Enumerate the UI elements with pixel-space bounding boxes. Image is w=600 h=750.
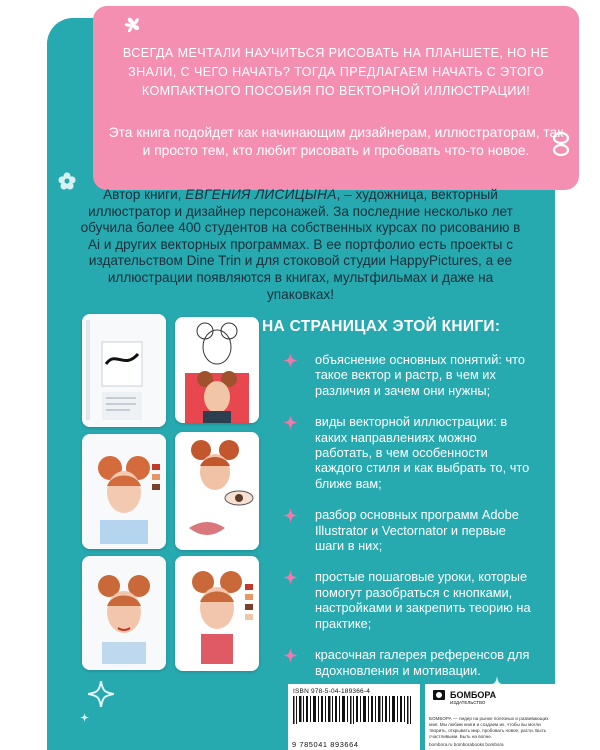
- list-item-text: разбор основных программ Adobe Illustrator и Vectornator и первые шаги в них;: [315, 507, 519, 554]
- sparkle-star-icon: [88, 681, 114, 707]
- barcode-digits: 9 785041 893664: [292, 740, 359, 749]
- publisher-legal: БОМБОРА — лидер на рынке полезных и развивающих книг. Мы любим книги и создаем их, чтобы вы могли творить, открывать мир, пробовать новое, расти. Быть счастливыми. Быть на волне.: [429, 716, 549, 739]
- diamond-bullet-icon: [283, 353, 298, 368]
- intro-box: [93, 6, 579, 190]
- publisher-social: bombora.ru bomborabooks bombora: [429, 742, 504, 747]
- list-item-text: виды векторной иллюстрации: в каких направлениях можно работать, в чем особенности каждого стиля и как выбрать то, что ближе вам;: [315, 414, 530, 491]
- author-text: , – художница, векторный иллюстратор и дизайнер персонажей. За последние несколько лет обучила более 400 студентов на собственных курсах по рисованию в Ai и других векторных программах. В ее портфолио есть проекты с издательством Dine Trin и для стоковой студии HappyPictures, а ее иллюстрации появляются в книгах, мультфильмах и даже на упаковках!: [80, 187, 521, 302]
- list-item: [283, 352, 533, 398]
- illustration-thumbnail: [82, 314, 166, 427]
- author-name: ЕВГЕНИЯ ЛИСИЦЫНА: [185, 187, 337, 202]
- contents-list: [283, 352, 533, 694]
- publisher-logo-icon: [431, 688, 447, 702]
- illustration-thumbnail: [175, 556, 259, 671]
- contents-title: НА СТРАНИЦАХ ЭТОЙ КНИГИ:: [262, 318, 501, 335]
- flower-petal-icon: [120, 14, 144, 36]
- author-paragraph: [78, 187, 523, 303]
- list-item: [283, 569, 533, 631]
- list-item-text: красочная галерея референсов для вдохновления и мотивации.: [315, 647, 530, 678]
- illustration-thumbnail: [175, 432, 259, 550]
- publisher-name: БОМБОРА: [450, 690, 497, 700]
- list-item-text: объяснение основных понятий: что такое вектор и растр, в чем их различия и зачем они нужны;: [315, 352, 525, 398]
- flower-petal-icon: [58, 172, 76, 190]
- isbn-label: ISBN 978-5-04-189366-4: [293, 688, 371, 695]
- sparkle-star-icon: [80, 713, 89, 722]
- flower-petal-icon: [547, 130, 575, 158]
- diamond-bullet-icon: [283, 648, 298, 663]
- list-item: [283, 507, 533, 553]
- intro-headline: ВСЕГДА МЕЧТАЛИ НАУЧИТЬСЯ РИСОВАТЬ НА ПЛАНШЕТЕ, НО НЕ ЗНАЛИ, С ЧЕГО НАЧАТЬ? ТОГДА ПРЕДЛАГАЕМ НАЧАТЬ С ЭТОГО КОМПАКТНОГО ПОСОБИЯ ПО ВЕКТОРНОЙ ИЛЛЮСТРАЦИИ!: [122, 46, 550, 98]
- publisher-sub: ИЗДАТЕЛЬСТВО: [450, 700, 486, 705]
- list-item-text: простые пошаговые уроки, которые помогут разобраться с кнопками, настройками и закрепить теорию на практике;: [315, 569, 531, 631]
- barcode-icon: [293, 696, 417, 724]
- author-prefix: Автор книги,: [103, 187, 186, 202]
- illustration-thumbnail: [82, 556, 166, 670]
- diamond-bullet-icon: [283, 508, 298, 523]
- diamond-bullet-icon: [283, 415, 298, 430]
- list-item: [283, 414, 533, 491]
- illustration-thumbnail: [82, 434, 166, 549]
- intro-subline: Эта книга подойдет как начинающим дизайнерам, иллюстраторам, так и просто тем, кто любит рисовать и пробовать что-то новое.: [108, 125, 564, 158]
- illustration-thumbnail: [175, 317, 259, 423]
- list-item: [283, 647, 533, 678]
- diamond-bullet-icon: [283, 570, 298, 585]
